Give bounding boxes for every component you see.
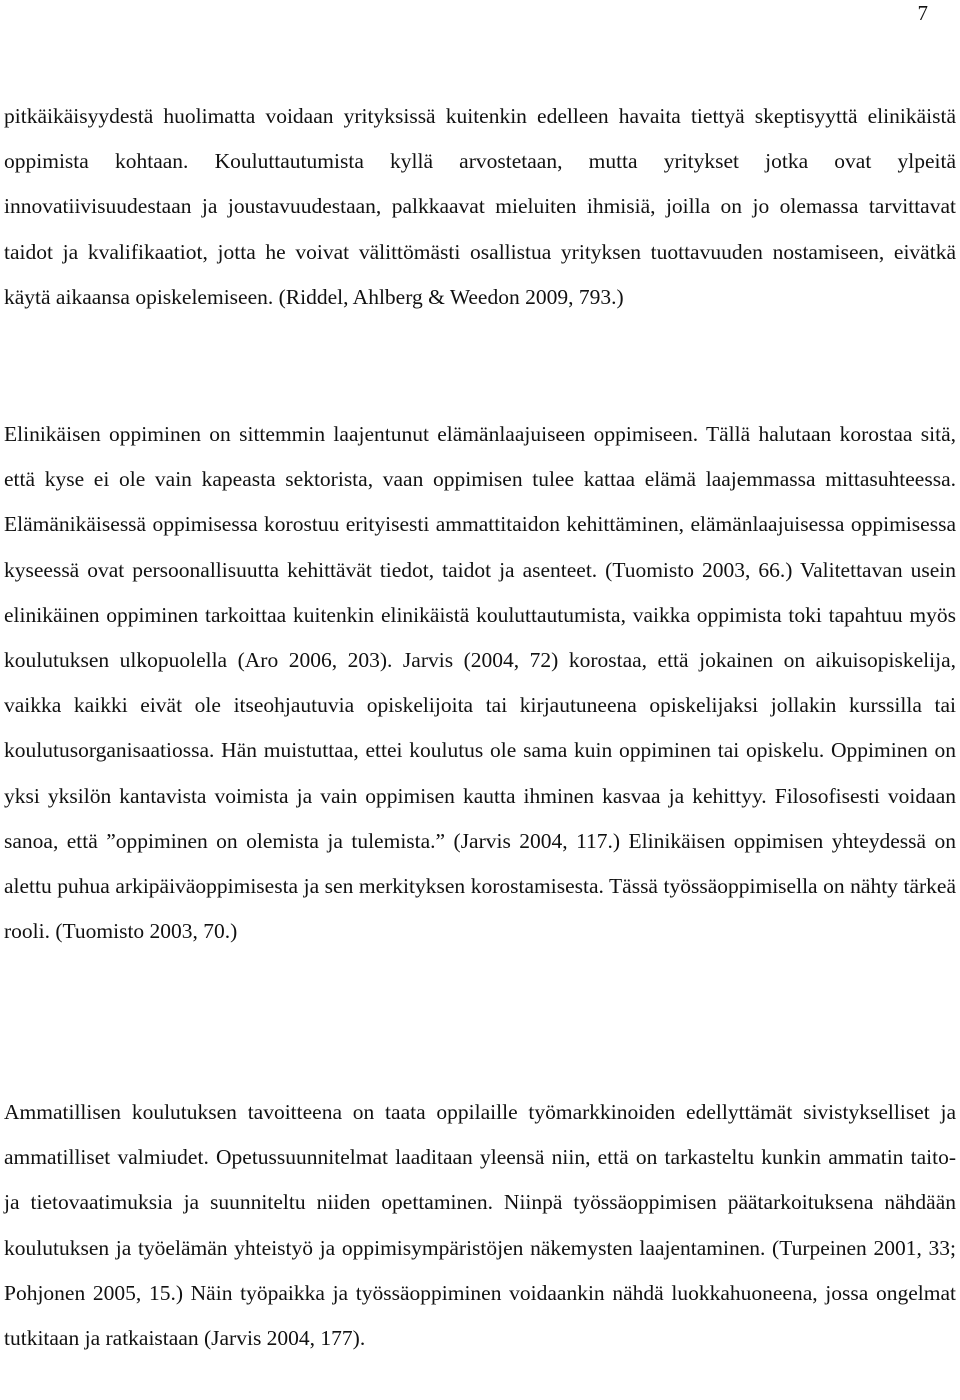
page-number: 7: [917, 1, 928, 25]
body-paragraph-2: Elinikäisen oppiminen on sittemmin laajentunut elämänlaajuiseen oppimiseen. Tällä halutaan korostaa sitä, että kyse ei ole vain kapeasta sektorista, vaan oppimisen tulee kattaa elämä laajemmassa mittasuhteessa. Elämänikäisessä oppimisessa korostuu erityisesti ammattitaidon kehittäminen, elämänlaajuisessa oppimisessa kyseessä ovat persoonallisuutta kehittävät tiedot, taidot ja asenteet. (Tuomisto 2003, 66.) Valitettavan usein elinikäinen oppiminen tarkoittaa kuitenkin elinikäistä kouluttautumista, vaikka oppimista toki tapahtuu myös koulutuksen ulkopuolella (Aro 2006, 203). Jarvis (2004, 72) korostaa, että jokainen on aikuisopiskelija, vaikka kaikki eivät ole itseohjautuvia opiskelijoita tai kirjautuneena opiskelijaksi jollakin kurssilla tai koulutusorganisaatiossa. Hän muistuttaa, ettei koulutus ole sama kuin oppiminen tai opiskelu. Oppiminen on yksi yksilön kantavista voimista ja vain oppimisen kautta ihminen kasvaa ja kehittyy. Filosofisesti voidaan sanoa, että ”oppiminen on olemista ja tulemista.” (Jarvis 2004, 117.) Elinikäisen oppimisen yhteydessä on alettu puhua arkipäiväoppimisesta ja sen merkityksen korostamisesta. Tässä työssäoppimisella on nähty tärkeä rooli. (Tuomisto 2003, 70.): [4, 422, 956, 944]
body-paragraph-3: Ammatillisen koulutuksen tavoitteena on taata oppilaille työmarkkinoiden edellyttämät sivistykselliset ja ammatilliset valmiudet. Opetussuunnitelmat laaditaan yleensä niin, että on tarkasteltu kunkin ammatin taito- ja tietovaatimuksia ja suunniteltu niiden opettaminen. Niinpä työssäoppimisen päätarkoituksena nähdään koulutuksen ja työelämän yhteistyö ja oppimisympäristöjen näkemysten laajentaminen. (Turpeinen 2001, 33; Pohjonen 2005, 15.) Näin työpaikka ja työssäoppiminen voidaankin nähdä luokkahuoneena, jossa ongelmat tutkitaan ja ratkaistaan (Jarvis 2004, 177).: [4, 1100, 956, 1351]
body-paragraph-1: pitkäikäisyydestä huolimatta voidaan yrityksissä kuitenkin edelleen havaita tiettyä skeptisyyttä elinikäistä oppimista kohtaan. Kouluttautumista kyllä arvostetaan, mutta yritykset jotka ovat ylpeitä innovatiivisuudestaan ja joustavuudestaan, palkkaavat mieluiten ihmisiä, joilla on jo olemassa tarvittavat taidot ja kvalifikaatiot, jotta he voivat välittömästi osallistua yrityksen tuottavuuden nostamiseen, eivätkä käytä aikaansa opiskelemiseen. (Riddel, Ahlberg & Weedon 2009, 793.): [4, 104, 956, 309]
